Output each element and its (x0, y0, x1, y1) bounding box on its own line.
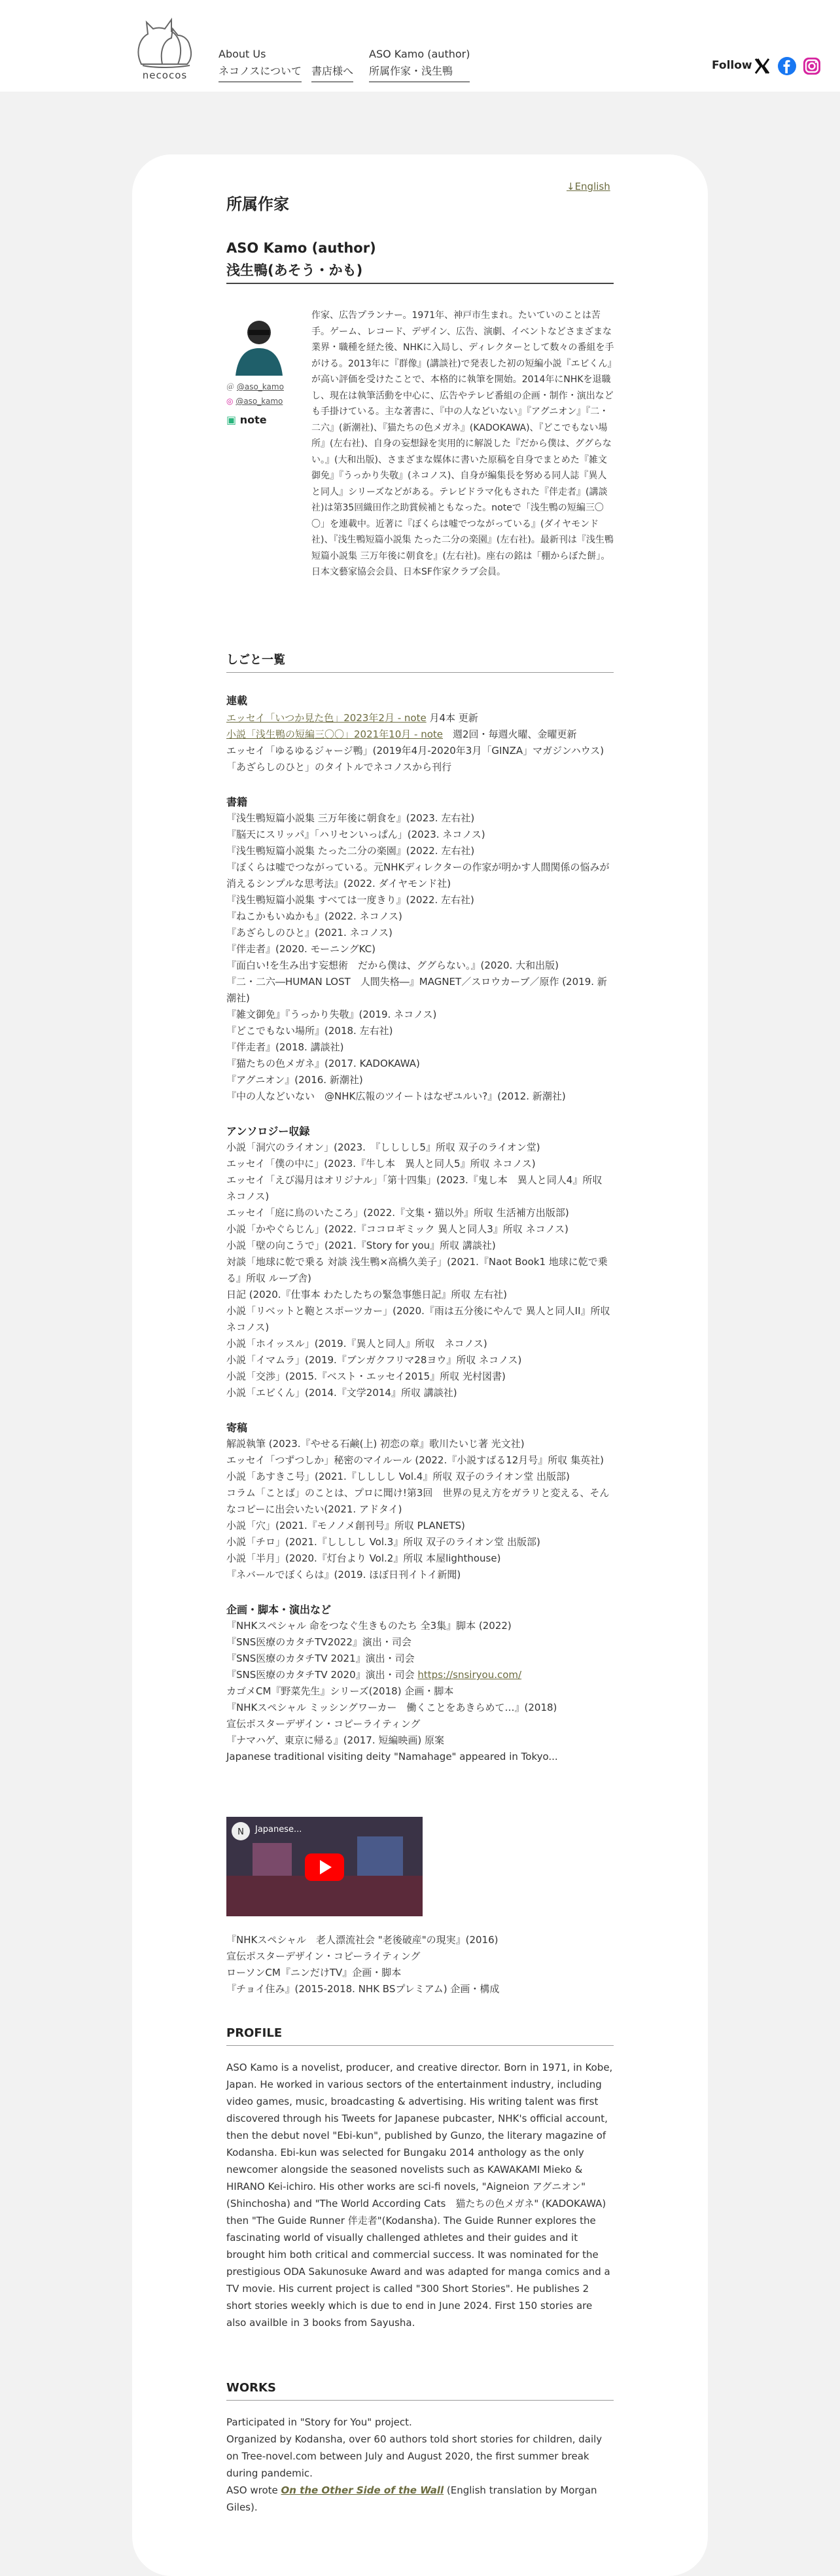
anthology-block (226, 1123, 614, 1401)
planning-item: 『NHKスペシャル 老人漂流社会 "老後破産"の現実』(2016) (226, 1934, 499, 1946)
planning-item (226, 1716, 614, 1732)
book-item: 『浅生鴨短篇小説集 すべては一度きり』(2022. 左右社) (226, 894, 474, 906)
planning-list (226, 1618, 614, 1765)
threads-handle[interactable]: @aso_kamo (236, 382, 284, 391)
works-title: しごと一覧 (226, 652, 614, 673)
works-en-body (226, 2414, 614, 2516)
planning-item: 宣伝ポスターデザイン・コピーライティング (226, 1950, 421, 1962)
author-name-en: ASO Kamo (author) (226, 240, 376, 256)
svg-text:N: N (237, 1827, 244, 1837)
anthology-item: 小説「交渉」(2015.『ベスト・エッセイ2015』所収 光村図書) (226, 1370, 506, 1382)
contrib-block (226, 1420, 614, 1583)
works-en-line: Organized by Kodansha, over 60 authors told short stories for children, daily on Tree-novel.com between July and August 2020, the first summer break during pandemic. (226, 2433, 603, 2479)
book-item: 『ねこかもいぬかも』(2022. ネコノス) (226, 910, 402, 922)
instagram-handle[interactable]: @aso_kamo (236, 397, 283, 406)
contrib-item: 小説「穴」(2021.『モノノメ創刊号』所収 PLANETS) (226, 1520, 465, 1531)
nav-author-sub: 所属作家・浅生鴨 (369, 63, 470, 82)
author-bio: 作家、広告プランナー。1971年、神戸市生まれ。たいていのことは苦手。ゲーム、レコード、デザイン、広告、演劇、イベントなどさまざまな業界・職種を経た後、NHKに入局し、ディレクターとして数々の番組を手がける。2013年に『群像』(講談社)で発表した初の短編小説『エビくん』が高い評価を受けたことで、本格的に執筆を開始。2014年にNHKを退職し、現在は執筆活動を中心に、広告やテレビ番組の企画・制作・演出なども手掛けている。主な著書に、『中の人などいない』『アグニオン』『二・二六』(新潮社)、『猫たちの色メガネ』(KADOKAWA)、『どこでもない場所』(左右社)、自身の妄想録を実用的に解説した『だから僕は、ググらない。』(大和出版)、さまざまな媒体に書いた原稿を自身でまとめた『雑文御免』『うっかり失敬』(ネコノス)、自身が編集長を努める同人誌『異人と同人』シリーズなどがある。テレビドラマ化もされた『伴走者』(講談社)は第35回織田作之助賞候補ともなった。noteで「浅生鴨の短編三〇〇」を連載中。近著に『ぼくらは嘘でつながっている』(ダイヤモンド社)、『浅生鴨短篇小説集 たった二分の楽園』(左右社)。最新刊は『浅生鴨短篇小説集 三万年後に朝食を』(左右社)。座右の銘は「棚からぼた餅」。日本文藝家協会会員、日本SF作家クラブ会員。 (311, 310, 614, 577)
books-title: 書籍 (226, 796, 248, 808)
planning-item (226, 1618, 614, 1634)
book-item: 『雑文御免』『うっかり失敬』(2019. ネコノス) (226, 1009, 437, 1020)
contrib-item: 小説「チロ」(2021.『しししし Vol.3』所収 双子のライオン堂 出版部) (226, 1536, 540, 1548)
note-label: note (239, 414, 267, 426)
instagram-icon[interactable] (802, 56, 822, 76)
x-icon[interactable] (752, 56, 772, 76)
anthology-item: 日記 (2020.『仕事本 わたしたちの緊急事態日記』所収 左右社) (226, 1289, 507, 1300)
nav-bookstores-top (311, 46, 353, 63)
anthology-title: アンソロジー収録 (226, 1125, 310, 1137)
contrib-item: コラム「ことば」のことは、プロに聞け!第3回 世界の見え方をガラリと変える、そんなコピーに出会いたい(2021. アドタイ) (226, 1487, 610, 1515)
profile-text: ASO Kamo is a novelist, producer, and creative director. Born in 1971, in Kobe, Japan. He worked in various sectors of the entertainment industry, including video games, music, broadcasting & advertising. His writing talent was first discovered through his Tweets for Japanese pubcaster, NHK's official account, then the debut novel "Ebi-kun", published by Gunzo, the literary magazine of Kodansha. Ebi-kun was selected for Bungaku 2014 anthology as the only newcomer alongside the seasoned novelists such as KAWAKAMI Mieko & HIRANO Kei-ichiro. His other works are sci-fi novels, "Aigneion アグニオン"(Shinchosha) and "The World According Cats 猫たちの色メガネ" (KADOKAWA) then "The Guide Runner 伴走者"(Kodansha). The Guide Runner explores the fascinating world of visually challenged athletes and their guides and it brought him both critical and commercial success. It was nominated for the prestigious ODA Sakunosuke Award and was adapted for manga comics and a TV movie. His current project is called "300 Short Stories". He publishes 2 short stories weekly which is due to end in June 2024. First 150 stories are also availble in 3 books from Sayusha. (226, 2062, 613, 2329)
nav-author-top: ASO Kamo (author) (369, 48, 470, 60)
planning-item-text: 『NHKスペシャル ミッシングワーカー 働くことをあきらめて…』(2018) (226, 1702, 557, 1713)
serial-block (226, 692, 614, 776)
book-item: 『どこでもない場所』(2018. 左右社) (226, 1025, 393, 1037)
facebook-icon[interactable] (777, 56, 797, 76)
serial-item (226, 726, 614, 743)
english-link[interactable]: ↓English (567, 181, 610, 192)
works-section (226, 652, 614, 1765)
anthology-item: 小説「壁の向こうで」(2021.『Story for you』所収 講談社) (226, 1240, 496, 1251)
contrib-item: 『ネバールでぼくらは』(2019. ほぼ日刊イトイ新聞) (226, 1569, 461, 1581)
cat-logo-icon (128, 12, 201, 71)
nav-bookstores-sub: 書店様へ (311, 63, 353, 82)
note-link[interactable] (226, 414, 267, 426)
nav-about-top: About Us (219, 48, 266, 60)
page-title-wrap (226, 196, 614, 213)
threads-icon: ＠ (226, 382, 235, 391)
instagram-small-icon: ◎ (226, 397, 234, 406)
planning-item (226, 1667, 614, 1683)
serial-rest: 週2回・毎週火曜、金曜更新 (443, 728, 577, 740)
nav-author[interactable] (369, 46, 470, 82)
books-block (226, 794, 614, 1105)
planning-item-text: 『SNS医療のカタチTV 2020』演出・司会 (226, 1669, 418, 1681)
follow-label: Follow (712, 59, 752, 72)
book-item: 『浅生鴨短篇小説集 たった二分の楽園』(2022. 左右社) (226, 845, 475, 857)
planning-item-text: 『NHKスペシャル 命をつなぐ生きものたち 全3集』脚本 (2022) (226, 1620, 512, 1632)
works-en-prefix: ASO wrote (226, 2484, 281, 2496)
book-item: 『二・二六―HUMAN LOST 人間失格―』MAGNET／スロウカーブ／原作 (2019. 新潮社) (226, 976, 607, 1004)
planning-item: ローソンCM『ニンだけTV』企画・脚本 (226, 1967, 402, 1978)
contrib-list (226, 1436, 614, 1583)
planning-item-text: 『SNS医療のカタチTV2022』演出・司会 (226, 1636, 411, 1648)
anthology-item: 小説「イマムラ」(2019.『ブンガクフリマ28ヨウ』所収 ネコノス) (226, 1354, 522, 1366)
contrib-title: 寄稿 (226, 1422, 248, 1434)
contrib-item: エッセイ「つずつしか」秘密のマイルール (2022.『小説すばる12月号』所収 集英社) (226, 1454, 604, 1466)
planning-item (226, 1749, 614, 1765)
youtube-video[interactable] (226, 1817, 423, 1916)
anthology-item: 小説「ホイッスル」(2019.『異人と同人』所収 ネコノス) (226, 1338, 487, 1350)
books-list (226, 810, 614, 1105)
serial-item: エッセイ「ゆるゆるジャージ鴨」(2019年4月-2020年3月「GINZA」マガジンハウス)「あざらしのひと」のタイトルでネコノスから刊行 (226, 745, 604, 773)
book-item: 『アグニオン』(2016. 新潮社) (226, 1074, 363, 1086)
profile-title: PROFILE (226, 2025, 614, 2046)
site-header (0, 0, 840, 92)
serial-item (226, 710, 614, 726)
serial-link[interactable]: 小説「浅生鴨の短編三〇〇」2021年10月 - note (226, 728, 444, 740)
works-en-title: WORKS (226, 2380, 614, 2401)
serial-title: 連載 (226, 694, 248, 707)
planning-item-text: 宣伝ポスターデザイン・コピーライティング (226, 1718, 421, 1730)
works-en-suffix: (English translation by Morgan Giles). (226, 2484, 597, 2513)
contrib-item: 小説「半月」(2020.『灯台より Vol.2』所収 本屋lighthouse) (226, 1552, 501, 1564)
note-icon: ▣ (226, 414, 237, 426)
planning-block (226, 1601, 614, 1765)
profile-section (226, 2025, 614, 2331)
works-en-line (226, 2482, 614, 2516)
anthology-item: エッセイ「えび湯月はオリジナル」「第十四集」(2023.『鬼し本 異人と同人4』所収 ネコノス) (226, 1174, 603, 1202)
nav-about-sub: ネコノスについて (219, 63, 302, 82)
planning-block-2 (226, 1932, 614, 1997)
planning-list-2 (226, 1932, 614, 1997)
planning-item (226, 1651, 614, 1667)
works-en-title-link[interactable]: On the Other Side of the Wall (281, 2484, 444, 2496)
serial-link[interactable]: エッセイ「いつか見た色」2023年2月 - note (226, 712, 427, 724)
anthology-item: 小説「かやぐらじん」(2022.『ココロギミック 異人と同人3』所収 ネコノス) (226, 1223, 569, 1235)
planning-item (226, 1732, 614, 1749)
works-en-section (226, 2380, 614, 2516)
planning-item-text: Japanese traditional visiting deity "Namahage" appeared in Tokyo... (226, 1751, 558, 1762)
book-item: 『伴走者』(2018. 講談社) (226, 1041, 344, 1053)
anthology-item: エッセイ「庭に鳥のいたころ」(2022.『文集・猫以外』所収 生活補方出版部) (226, 1207, 569, 1219)
nav-bookstores[interactable] (311, 46, 353, 82)
contrib-item: 解説執筆 (2023.『やせる石鹸(上) 初恋の章』歌川たいじ著 光文社) (226, 1438, 525, 1450)
planning-item (226, 1634, 614, 1651)
book-item: 『中の人などいない @NHK広報のツイートはなぜユルい?』(2012. 新潮社) (226, 1090, 566, 1102)
instagram-profile-link[interactable] (226, 397, 283, 406)
book-item: 『面白い!を生み出す妄想術 だから僕は、ググらない。』(2020. 大和出版) (226, 959, 559, 971)
anthology-list (226, 1139, 614, 1401)
page-title: 所属作家 (226, 195, 289, 213)
works-en-line: Participated in "Story for You" project. (226, 2416, 412, 2428)
author-avatar (226, 310, 292, 376)
anthology-item: 小説「エビくん」(2014.『文学2014』所収 講談社) (226, 1387, 457, 1399)
planning-item-text: 『ナマハゲ、東京に帰る』(2017. 短編映画) 原案 (226, 1734, 444, 1746)
author-name-ja: 浅生鴨(あそう・かも) (226, 259, 614, 284)
anthology-item: 対談「地球に乾で乗る 対談 浅生鴨×高橋久美子」(2021.『Naot Book1 地球に乾で乗る』所収 ルーブ舎) (226, 1256, 608, 1284)
planning-item-text: 『SNS医療のカタチTV 2021』演出・司会 (226, 1653, 415, 1664)
serial-rest: 月4本 更新 (426, 712, 478, 724)
anthology-item: 小説「洞穴のライオン」(2023. 『しししし5』所収 双子のライオン堂) (226, 1141, 540, 1153)
book-item: 『伴走者』(2020. モーニングKC) (226, 943, 376, 955)
planning-item-link[interactable]: https://snsiryou.com/ (417, 1669, 522, 1681)
book-item: 『猫たちの色メガネ』(2017. KADOKAWA) (226, 1058, 420, 1069)
planning-item-text: カゴメCM『野菜先生』シリーズ(2018) 企画・脚本 (226, 1685, 454, 1697)
book-item: 『ぼくらは嘘でつながっている。元NHKディレクターの作家が明かす人間関係の悩みが消えるシンプルな思考法』(2022. ダイヤモンド社) (226, 861, 610, 889)
nav-about[interactable] (219, 46, 302, 82)
planning-item: 『チョイ住み』(2015-2018. NHK BSプレミアム) 企画・構成 (226, 1983, 500, 1995)
logo-text: necocos (142, 69, 188, 81)
anthology-item: エッセイ「僕の中に」(2023.『牛し本 異人と同人5』所収 ネコノス) (226, 1158, 536, 1170)
planning-item (226, 1683, 614, 1700)
author-name-block (226, 237, 614, 284)
book-item: 『脳天にスリッパ』「ハリセンいっぱん」(2023. ネコノス) (226, 829, 485, 840)
planning-title: 企画・脚本・演出など (226, 1603, 332, 1616)
contrib-item: 小説「あすきこ号」(2021.『しししし Vol.4』所収 双子のライオン堂 出版部) (226, 1471, 570, 1482)
necocos-logo[interactable] (128, 12, 201, 82)
planning-item (226, 1700, 614, 1716)
threads-link[interactable] (226, 381, 284, 392)
anthology-item: 小説「リベットと鞄とスポーツカー」(2020.『雨は五分後にやんで 異人と同人II』所収 ネコノス) (226, 1305, 610, 1333)
video-title: Japanese... (255, 1825, 302, 1834)
book-item: 『浅生鴨短篇小説集 三万年後に朝食を』(2023. 左右社) (226, 812, 475, 824)
book-item: 『あざらしのひと』(2021. ネコノス) (226, 927, 393, 939)
